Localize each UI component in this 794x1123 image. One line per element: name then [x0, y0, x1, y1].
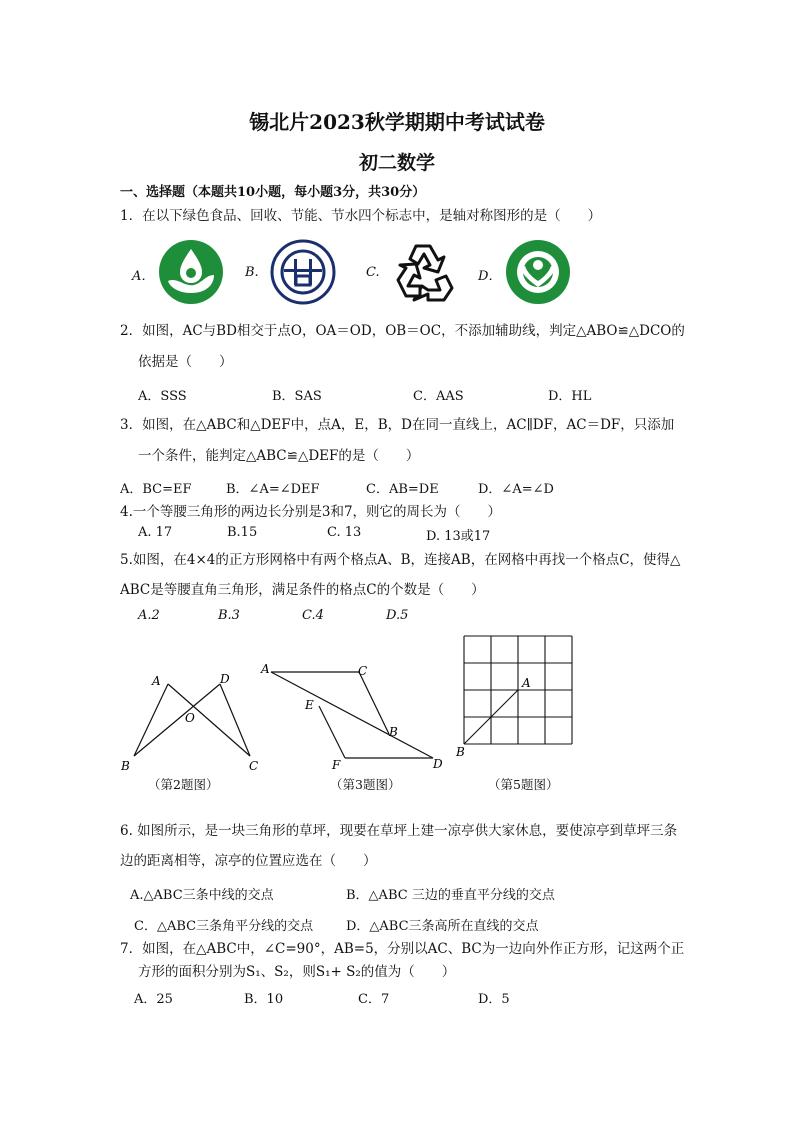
q3-option-d: D．∠A=∠D	[478, 482, 554, 497]
energy-saving-logo-icon	[270, 239, 336, 305]
q2-option-d: D．HL	[548, 389, 592, 404]
question-7-line2: 方形的面积分别为S₁、S₂，则S₁+ S₂的值为（ ）	[138, 964, 456, 980]
question-1-stem: 1．在以下绿色食品、回收、节能、节水四个标志中，是轴对称图形的是（ ）	[120, 208, 602, 224]
q4-option-c: C. 13	[327, 525, 362, 540]
fig2-point-c: C	[249, 759, 259, 773]
fig2-caption: （第2题图）	[148, 777, 219, 792]
question-3-line1: 3．如图，在△ABC和△DEF中，点A，E，B，D在同一直线上，AC∥DF，AC＝DF，只添加	[120, 417, 675, 433]
figure-3	[255, 660, 455, 775]
q5-option-c: C.4	[302, 608, 324, 623]
q3-option-b: B．∠A=∠DEF	[226, 482, 320, 497]
question-2-line1: 2．如图，AC与BD相交于点O，OA＝OD，OB＝OC，不添加辅助线，判定△ABO≌△DCO的	[120, 323, 685, 339]
q1-option-a-label: A．	[132, 269, 155, 284]
fig2-point-d: D	[220, 672, 230, 686]
fig2-point-b: B	[121, 759, 130, 773]
fig5-caption: （第5题图）	[488, 777, 559, 792]
q2-option-b: B．SAS	[272, 389, 322, 404]
fig3-point-d: D	[433, 757, 443, 771]
fig3-point-c: C	[358, 664, 368, 678]
fig3-point-f: F	[332, 758, 341, 772]
recycle-logo-icon	[392, 240, 456, 304]
q6-option-a: A.△ABC三条中线的交点	[130, 888, 274, 903]
q6-option-c: C．△ABC三条角平分线的交点	[134, 919, 314, 934]
question-3-line2: 一个条件，能判定△ABC≌△DEF的是（ ）	[138, 448, 420, 464]
q2-option-a: A．SSS	[138, 389, 187, 404]
page-title: 锡北片2023秋学期期中考试试卷	[249, 110, 545, 134]
section-heading: 一、选择题（本题共10小题，每小题3分，共30分）	[120, 185, 426, 200]
q6-option-d: D．△ABC三条高所在直线的交点	[346, 919, 539, 934]
water-saving-logo-icon	[505, 239, 571, 305]
fig2-point-a: A	[152, 674, 161, 688]
q5-option-a: A.2	[138, 608, 160, 623]
q1-option-b-label: B.	[245, 265, 259, 280]
fig3-caption: （第3题图）	[330, 777, 401, 792]
q3-option-c: C．AB=DE	[366, 482, 439, 497]
fig2-point-o: O	[185, 711, 195, 725]
q1-option-c-label: C.	[366, 265, 380, 280]
q6-option-b: B．△ABC 三边的垂直平分线的交点	[346, 888, 555, 903]
question-4-stem: 4.一个等腰三角形的两边长分别是3和7，则它的周长为（ ）	[120, 504, 502, 520]
q4-option-d: D. 13或17	[426, 529, 491, 544]
q3-option-a: A．BC=EF	[120, 482, 192, 497]
question-5-line2: ABC是等腰直角三角形，满足条件的格点C的个数是（ ）	[120, 582, 485, 598]
q7-option-b: B．10	[244, 992, 284, 1007]
q5-option-d: D.5	[386, 608, 409, 623]
fig3-point-e: E	[305, 698, 314, 712]
q5-option-b: B.3	[218, 608, 240, 623]
q7-option-d: D．5	[478, 992, 510, 1007]
fig3-point-a: A	[261, 662, 270, 676]
q2-option-c: C．AAS	[413, 389, 464, 404]
q4-option-a: A. 17	[138, 525, 173, 540]
q1-option-d-label: D．	[478, 269, 502, 284]
figure-2	[112, 668, 272, 778]
page-subtitle: 初二数学	[358, 152, 435, 174]
fig5-point-b: B	[456, 745, 465, 759]
question-6-line1: 6. 如图所示，是一块三角形的草坪，现要在草坪上建一凉亭供大家休息，要使凉亭到草坪三条	[120, 823, 678, 839]
q7-option-c: C．7	[358, 992, 390, 1007]
question-7-line1: 7．如图，在△ABC中，∠C=90°，AB=5，分别以AC、BC为一边向外作正方形，记这两个正	[120, 941, 685, 957]
fig5-point-a: A	[522, 676, 531, 690]
question-6-line2: 边的距离相等，凉亭的位置应选在（ ）	[120, 853, 377, 869]
q4-option-b: B.15	[227, 525, 258, 540]
q7-option-a: A．25	[134, 992, 173, 1007]
question-5-line1: 5.如图，在4×4的正方形网格中有两个格点A、B，连接AB，在网格中再找一个格点C，使得△	[120, 552, 681, 568]
green-food-logo-icon	[158, 239, 224, 305]
question-2-line2: 依据是（ ）	[138, 354, 233, 370]
figure-5	[450, 630, 580, 760]
fig3-point-b: B	[389, 725, 398, 739]
